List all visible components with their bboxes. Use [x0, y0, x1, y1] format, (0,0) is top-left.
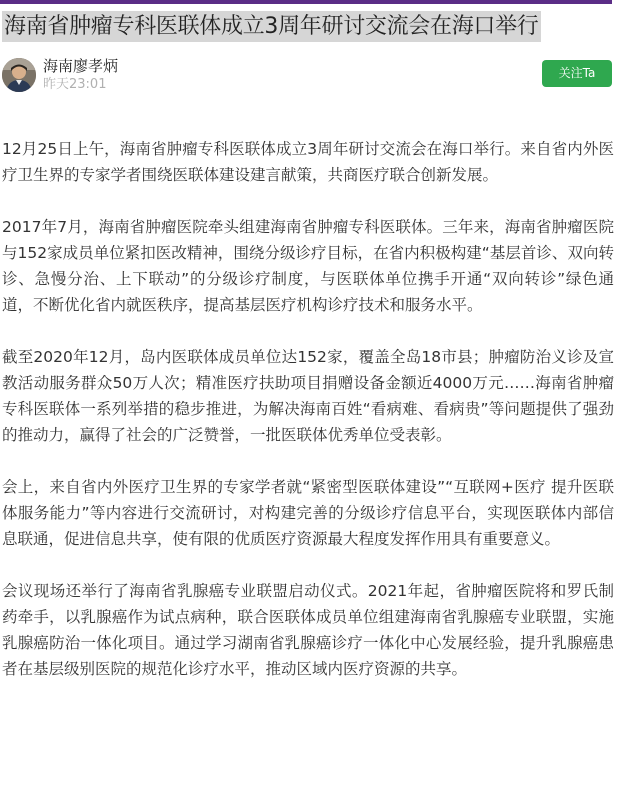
article-paragraph: 会议现场还举行了海南省乳腺癌专业联盟启动仪式。2021年起，省肿瘤医院将和罗氏制药牵手，以乳腺癌作为试点病种，联合医联体成员单位组建海南省乳腺癌专业联盟，实施乳腺癌防治一体化项目。通过学习湖南省乳腺癌诊疗一体化中心发展经验，提升乳腺癌患者在基层级别医院的规范化诊疗水平，推动区域内医疗资源的共享。 — [2, 582, 614, 678]
avatar[interactable] — [2, 58, 36, 92]
author-name[interactable]: 海南廖孝炳 — [43, 57, 119, 75]
article-body — [2, 136, 614, 708]
post-timestamp: 昨天23:01 — [43, 77, 107, 92]
article-paragraph: 12月25日上午，海南省肿瘤专科医联体成立3周年研讨交流会在海口举行。来自省内外医疗卫生界的专家学者围绕医联体建设建言献策，共商医疗联合创新发展。 — [2, 140, 614, 184]
article-paragraph: 会上，来自省内外医疗卫生界的专家学者就“紧密型医联体建设”“互联网+医疗 提升医联体服务能力”等内容进行交流研讨，对构建完善的分级诊疗信息平台，实现医联体内部信息联通，促进信息共享，使有限的优质医疗资源最大程度发挥作用具有重要意义。 — [2, 478, 614, 548]
follow-button[interactable]: 关注Ta — [542, 60, 612, 87]
author-bar — [2, 56, 612, 96]
article-paragraph: 2017年7月，海南省肿瘤医院牵头组建海南省肿瘤专科医联体。三年来，海南省肿瘤医院与152家成员单位紧扣医改精神，围绕分级诊疗目标，在省内积极构建“基层首诊、双向转诊、急慢分治、上下联动”的分级诊疗制度，与医联体单位携手开通“双向转诊”绿色通道，不断优化省内就医秩序，提高基层医疗机构诊疗技术和服务水平。 — [2, 218, 614, 314]
top-accent-bar — [0, 0, 612, 4]
article-paragraph: 截至2020年12月，岛内医联体成员单位达152家，覆盖全岛18市县；肿瘤防治义诊及宣教活动服务群众50万人次；精准医疗扶助项目捐赠设备金额近4000万元……海南省肿瘤专科医联体一系列举措的稳步推进，为解决海南百姓“看病难、看病贵”等问题提供了强劲的推动力，赢得了社会的广泛赞誉，一批医联体优秀单位受表彰。 — [2, 348, 614, 444]
avatar-photo-icon — [2, 58, 36, 92]
article-title: 海南省肿瘤专科医联体成立3周年研讨交流会在海口举行 — [2, 11, 541, 42]
